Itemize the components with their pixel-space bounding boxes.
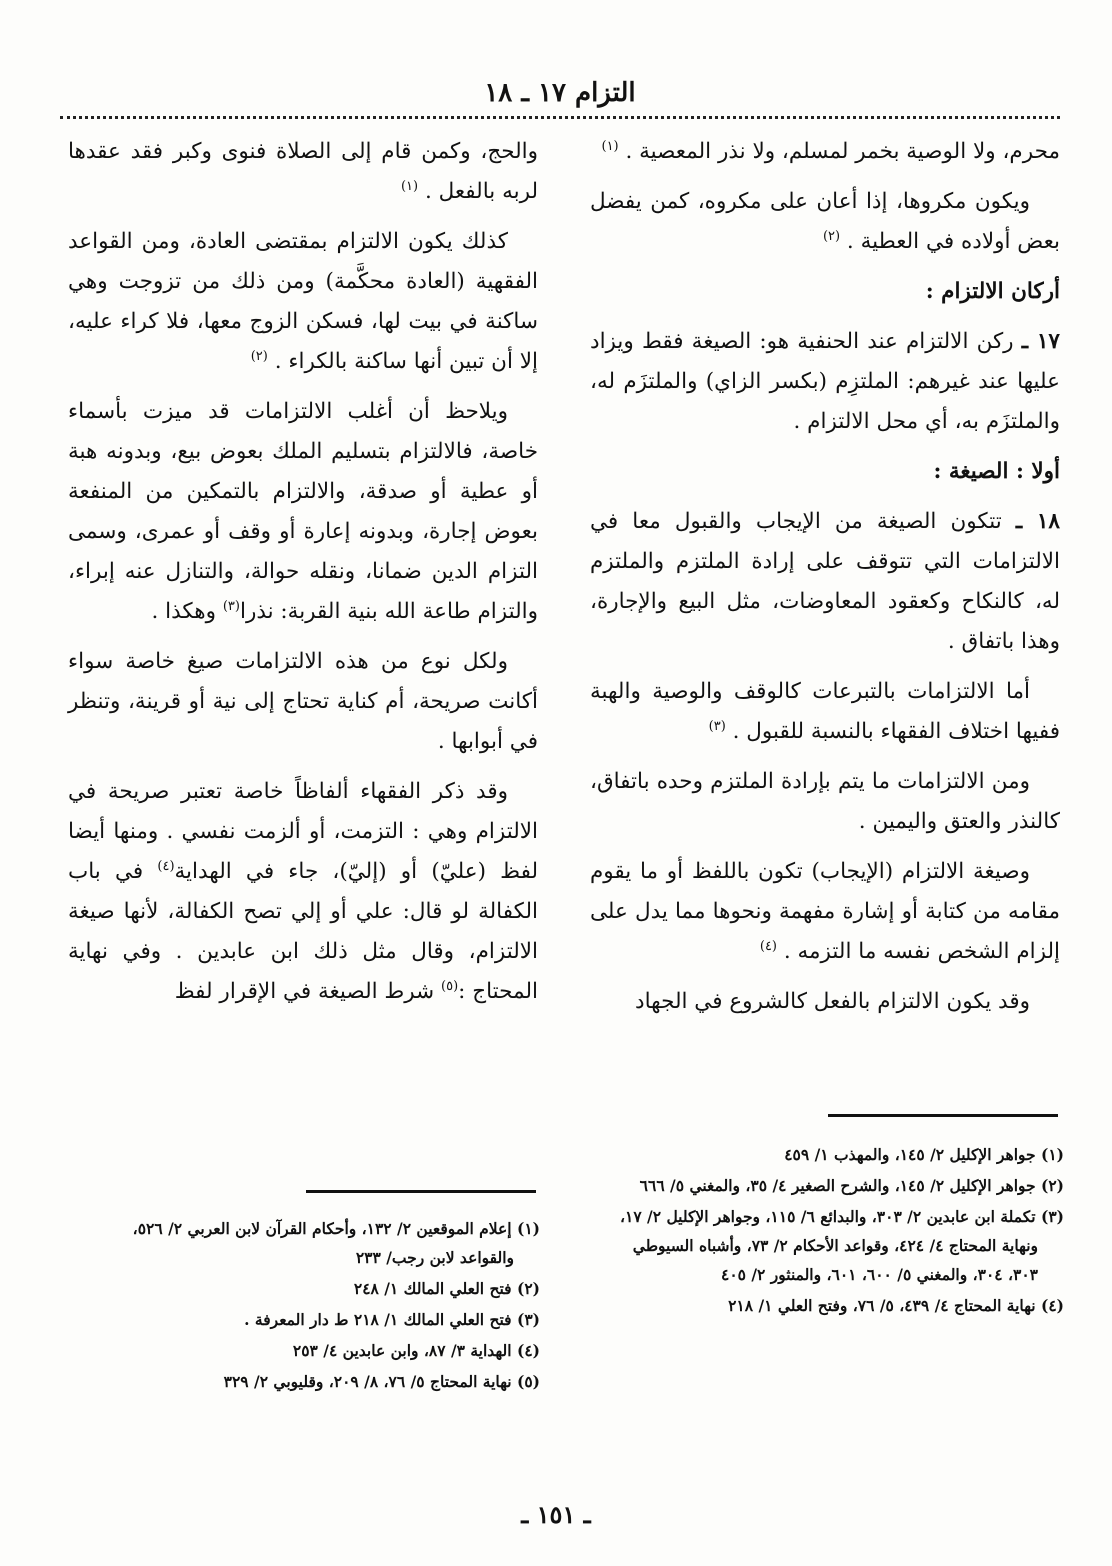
footnote: (٣) فتح العلي المالك ١/ ٢١٨ ط دار المعرفة . bbox=[244, 1310, 540, 1329]
paragraph: والحج، وكمن قام إلى الصلاة فنوى وكبر فقد عقدها لربه بالفعل . $^{(١)}$ bbox=[68, 139, 538, 204]
paragraph: وصيغة الالتزام (الإيجاب) تكون باللفظ أو ما يقوم مقامه من كتابة أو إشارة مفهمة ونحوها مما يدل على إلزام الشخص نفسه ما التزمه . $^{(٤)}$ bbox=[590, 859, 1060, 964]
right-column bbox=[590, 132, 1060, 1032]
paragraph: كذلك يكون الالتزام بمقتضى العادة، ومن القواعد الفقهية (العادة محكَّمة) ومن ذلك من تزوجت وهي ساكنة في بيت لها، فسكن الزوج معها، فلا كراء عليه، إلا أن تبين أنها ساكنة بالكراء . $^{(٢)}$ bbox=[68, 229, 538, 374]
paragraph-number: ١٨ ـ bbox=[1015, 509, 1060, 534]
footnote: (٤) نهاية المحتاج ٤/ ٤٣٩، ٥/ ٧٦، وفتح العلي ١/ ٢١٨ bbox=[728, 1296, 1064, 1315]
footnote-ref: (٤) bbox=[759, 938, 777, 954]
paragraph: وقد يكون الالتزام بالفعل كالشروع في الجهاد bbox=[635, 989, 1030, 1014]
footnote-ref: (٥) bbox=[441, 978, 459, 994]
footnote: (٤) الهداية ٣/ ٨٧، وابن عابدين ٤/ ٢٥٣ bbox=[292, 1341, 540, 1360]
footnote: (٥) نهاية المحتاج ٥/ ٧٦، ٨/ ٢٠٩، وقليوبي ٢/ ٣٢٩ bbox=[223, 1372, 540, 1391]
footnotes-right bbox=[598, 1140, 1064, 1322]
footnote-ref: (١) bbox=[400, 178, 419, 194]
paragraph: أما الالتزامات بالتبرعات كالوقف والوصية والهبة ففيها اختلاف الفقهاء بالنسبة للقبول . $^{(٣)}$ bbox=[590, 679, 1060, 744]
paragraph: ولكل نوع من هذه الالتزامات صيغ خاصة سواء أكانت صريحة، أم كناية تحتاج إلى نية أو قرينة، وتنظر في أبوابها . bbox=[68, 649, 538, 754]
paragraph: ويكون مكروها، إذا أعان على مكروه، كمن يفضل بعض أولاده في العطية . $^{(٢)}$ bbox=[590, 189, 1060, 254]
left-column bbox=[68, 132, 538, 1022]
paragraph: ويلاحظ أن أغلب الالتزامات قد ميزت بأسماء خاصة، فالالتزام بتسليم الملك بعوض بيع، وبدونه هبة أو عطية أو صدقة، والالتزام بالتمكين من المنفعة بعوض إجارة، وبدونه إعارة أو وقف أو عمرى، وسمى التزام الدين ضمانا، ونقله حوالة، والتنازل عنه إبراء، والتزام طاعة الله بنية القربة: نذرا$^{(٣)}$ وهكذا . bbox=[68, 399, 538, 624]
footnote-separator bbox=[306, 1190, 536, 1193]
footnote: (٣) تكملة ابن عابدين ٢/ ٣٠٣، والبدائع ٦/ ١١٥، وجواهر الإكليل ٢/ ١٧، ونهاية المحتاج ٤/ ٤٢٤، وقواعد الأحكام ٢/ ٧٣، وأشباه السيوطي ٣٠٣، ٣٠٤، والمغني ٥/ ٦٠٠، ٦٠١، والمنثور ٢/ ٤٠٥ bbox=[619, 1207, 1064, 1284]
footnote-ref: (٣) bbox=[708, 718, 726, 734]
paragraph: محرم، ولا الوصية بخمر لمسلم، ولا نذر المعصية . $^{(١)}$ bbox=[601, 138, 1060, 164]
section-heading: أركان الالتزام : bbox=[925, 279, 1060, 304]
footnote-separator bbox=[828, 1114, 1058, 1117]
paragraph-18: ١٨ ـ تتكون الصيغة من الإيجاب والقبول معا في الالتزامات التي تتوقف على إرادة الملتزم والملتزم له، كالنكاح وكعقود المعاوضات، مثل البيع والإجارة، وهذا باتفاق . bbox=[590, 509, 1060, 654]
footnote: (٢) جواهر الإكليل ٢/ ١٤٥، والشرح الصغير ٤/ ٣٥، والمغني ٥/ ٦٦٦ bbox=[639, 1176, 1064, 1195]
footnote: (١) جواهر الإكليل ٢/ ١٤٥، والمهذب ١/ ٤٥٩ bbox=[784, 1145, 1064, 1164]
footnote-ref: (١) bbox=[601, 138, 619, 154]
header-dotted-rule bbox=[60, 116, 1060, 119]
footnote-ref: (٣) bbox=[222, 598, 240, 614]
footnote: (١) إعلام الموقعين ٢/ ١٣٢، وأحكام القرآن لابن العربي ٢/ ٥٢٦، والقواعد لابن رجب/ ٢٣٣ bbox=[132, 1219, 540, 1267]
footnotes-left bbox=[80, 1214, 540, 1398]
page-number: ـ ١٥١ ـ bbox=[521, 1500, 591, 1529]
paragraph-17: ١٧ ـ ركن الالتزام عند الحنفية هو: الصيغة فقط ويزاد عليها عند غيرهم: الملتزِم (بكسر الزاي) والملتزَم له، والملتزَم به، أي محل الالتزام . bbox=[590, 329, 1060, 434]
footnote-ref: (٢) bbox=[250, 348, 268, 364]
page-header bbox=[60, 72, 1060, 122]
running-title: التزام ١٧ ـ ١٨ bbox=[484, 78, 636, 108]
paragraph-number: ١٧ ـ bbox=[1021, 329, 1060, 354]
paragraph: ومن الالتزامات ما يتم بإرادة الملتزم وحده باتفاق، كالنذر والعتق واليمين . bbox=[590, 769, 1060, 834]
footnote-ref: (٤) bbox=[157, 858, 175, 874]
subsection-heading: أولا : الصيغة : bbox=[933, 459, 1060, 484]
paragraph: وقد ذكر الفقهاء ألفاظاً خاصة تعتبر صريحة في الالتزام وهي : التزمت، أو ألزمت نفسي . ومنها أيضا لفظ (عليّ) أو (إليّ)، جاء في الهداية$^{(٤)}$ في باب الكفالة لو قال: علي أو إلي تصح الكفالة، لأنها صيغة الالتزام، وقال مثل ذلك ابن عابدين . وفي نهاية المحتاج :$^{(٥)}$ شرط الصيغة في الإقرار لفظ bbox=[68, 779, 538, 1004]
footnote-ref: (٢) bbox=[822, 228, 841, 244]
footnote: (٢) فتح العلي المالك ١/ ٢٤٨ bbox=[353, 1279, 540, 1298]
